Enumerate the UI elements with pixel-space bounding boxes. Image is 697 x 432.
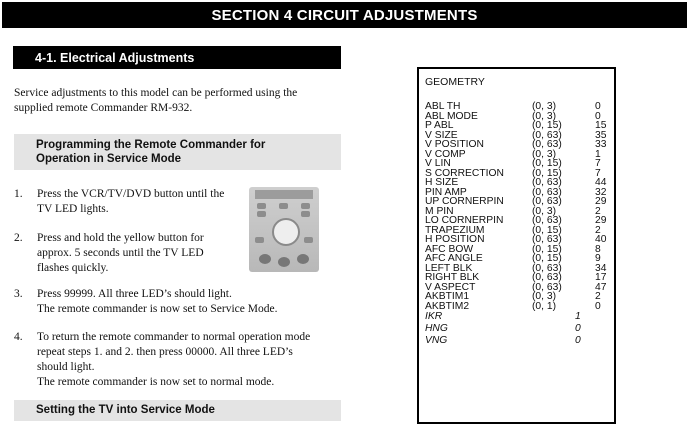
param-value: 15 [595, 120, 607, 131]
subsection-title: 4-1. Electrical Adjustments [13, 46, 341, 69]
param-name: V LIN [425, 158, 451, 169]
param-value: 35 [595, 129, 607, 141]
param-name: P ABL [425, 120, 454, 131]
param-value: 7 [595, 167, 601, 179]
param-range: (0, 15) [532, 243, 562, 255]
param-range: (0, 63) [532, 129, 562, 141]
param-value: 2 [595, 224, 601, 236]
remote-button [304, 237, 313, 243]
param-name: AKBTIM2 [425, 300, 470, 312]
remote-top-strip [255, 190, 313, 199]
step-text [37, 330, 342, 390]
param-value: 1 [595, 148, 601, 160]
param-name: TRAPEZIUM [425, 224, 485, 236]
status-name: IKR [425, 311, 443, 322]
param-range: (0, 63) [532, 234, 562, 245]
remote-button [259, 254, 271, 264]
param-name: UP CORNERPIN [425, 196, 504, 207]
status-row [425, 323, 615, 335]
param-name: LO CORNERPIN [425, 215, 504, 226]
param-name: AFC ANGLE [425, 253, 483, 264]
param-value: 33 [595, 139, 607, 150]
step-text [37, 287, 342, 317]
setting-heading: Setting the TV into Service Mode [14, 400, 341, 421]
remote-button [301, 211, 310, 217]
param-name: AFC BOW [425, 243, 474, 255]
programming-heading-line: Operation in Service Mode [36, 153, 182, 165]
remote-button [257, 203, 266, 209]
step-number: 3. [14, 288, 23, 300]
param-name: AKBTIM1 [425, 291, 470, 302]
step-line: flashes quickly. [37, 262, 109, 274]
geometry-row [425, 150, 615, 160]
status-row [425, 335, 615, 347]
param-range: (0, 63) [532, 139, 562, 150]
param-name: V SIZE [425, 129, 458, 141]
param-range: (0, 63) [532, 215, 562, 226]
geometry-row [425, 112, 615, 122]
step-line: TV LED lights. [37, 203, 109, 215]
param-value: 29 [595, 215, 607, 226]
param-range: (0, 15) [532, 120, 562, 131]
remote-button [255, 237, 264, 243]
param-range: (0, 63) [532, 281, 562, 293]
param-name: S CORRECTION [425, 167, 504, 179]
param-range: (0, 3) [532, 291, 557, 302]
param-range: (0, 3) [532, 110, 557, 122]
step-line: should light. [37, 361, 95, 373]
param-value: 0 [595, 101, 601, 112]
param-range: (0, 3) [532, 205, 557, 217]
step-number: 1. [14, 188, 23, 200]
programming-heading-line: Programming the Remote Commander for [36, 139, 266, 151]
param-value: 47 [595, 281, 607, 293]
programming-heading [14, 134, 341, 170]
param-range: (0, 63) [532, 196, 562, 207]
param-name: M PIN [425, 205, 454, 217]
geometry-title: GEOMETRY [425, 76, 485, 88]
geometry-table [417, 67, 616, 424]
param-name: H POSITION [425, 234, 485, 245]
step-line: To return the remote commander to normal operation mode [37, 331, 311, 343]
remote-button [297, 254, 309, 264]
param-value: 0 [595, 110, 601, 122]
param-name: H SIZE [425, 177, 459, 188]
step-number: 2. [14, 232, 23, 244]
step-line: The remote commander is now set to normal mode. [37, 376, 275, 388]
step-line: Press and hold the yellow button for [37, 232, 204, 244]
param-value: 8 [595, 243, 601, 255]
step-number: 4. [14, 331, 23, 343]
param-range: (0, 15) [532, 167, 562, 179]
param-range: (0, 63) [532, 186, 562, 198]
param-range: (0, 15) [532, 253, 562, 264]
remote-button [279, 203, 288, 209]
param-value: 2 [595, 205, 601, 217]
param-value: 44 [595, 177, 607, 188]
remote-commander-image [249, 187, 319, 272]
param-range: (0, 3) [532, 101, 557, 112]
status-name: VNG [425, 335, 448, 346]
step-line: repeat steps 1. and 2. then press 00000. All three LED’s [37, 346, 293, 358]
intro-line: Service adjustments to this model can be performed using the [14, 87, 298, 99]
param-range: (0, 1) [532, 300, 557, 312]
remote-button [278, 257, 290, 267]
param-value: 29 [595, 196, 607, 207]
remote-dpad [272, 218, 300, 246]
step-line: Press the VCR/TV/DVD button until the [37, 188, 225, 200]
intro-paragraph [14, 86, 314, 116]
param-range: (0, 63) [532, 272, 562, 283]
remote-button [301, 203, 310, 209]
param-range: (0, 3) [532, 148, 557, 160]
param-name: ABL MODE [425, 110, 478, 122]
param-range: (0, 63) [532, 262, 562, 274]
param-value: 17 [595, 272, 607, 283]
step-line: The remote commander is now set to Service Mode. [37, 303, 278, 315]
param-name: V COMP [425, 148, 466, 160]
param-range: (0, 15) [532, 158, 562, 169]
param-name: V POSITION [425, 139, 484, 150]
param-value: 40 [595, 234, 607, 245]
param-name: RIGHT BLK [425, 272, 480, 283]
step-line: approx. 5 seconds until the TV LED [37, 247, 204, 259]
param-value: 32 [595, 186, 607, 198]
param-range: (0, 15) [532, 224, 562, 236]
param-name: LEFT BLK [425, 262, 473, 274]
param-range: (0, 63) [532, 177, 562, 188]
intro-line: supplied remote Commander RM-932. [14, 102, 193, 114]
section-title: SECTION 4 CIRCUIT ADJUSTMENTS [2, 2, 687, 28]
status-value: 0 [575, 323, 581, 334]
param-name: ABL TH [425, 101, 461, 112]
param-value: 0 [595, 300, 601, 312]
geometry-row [425, 302, 615, 312]
step-line: Press 99999. All three LED’s should light. [37, 288, 232, 300]
param-value: 9 [595, 253, 601, 264]
param-value: 2 [595, 291, 601, 302]
geometry-rows [425, 102, 615, 347]
remote-button [257, 211, 266, 217]
status-value: 0 [575, 335, 581, 346]
param-value: 34 [595, 262, 607, 274]
param-name: PIN AMP [425, 186, 467, 198]
status-row [425, 311, 615, 323]
status-value: 1 [575, 311, 581, 322]
param-name: V ASPECT [425, 281, 476, 293]
status-name: HNG [425, 323, 448, 334]
param-value: 7 [595, 158, 601, 169]
